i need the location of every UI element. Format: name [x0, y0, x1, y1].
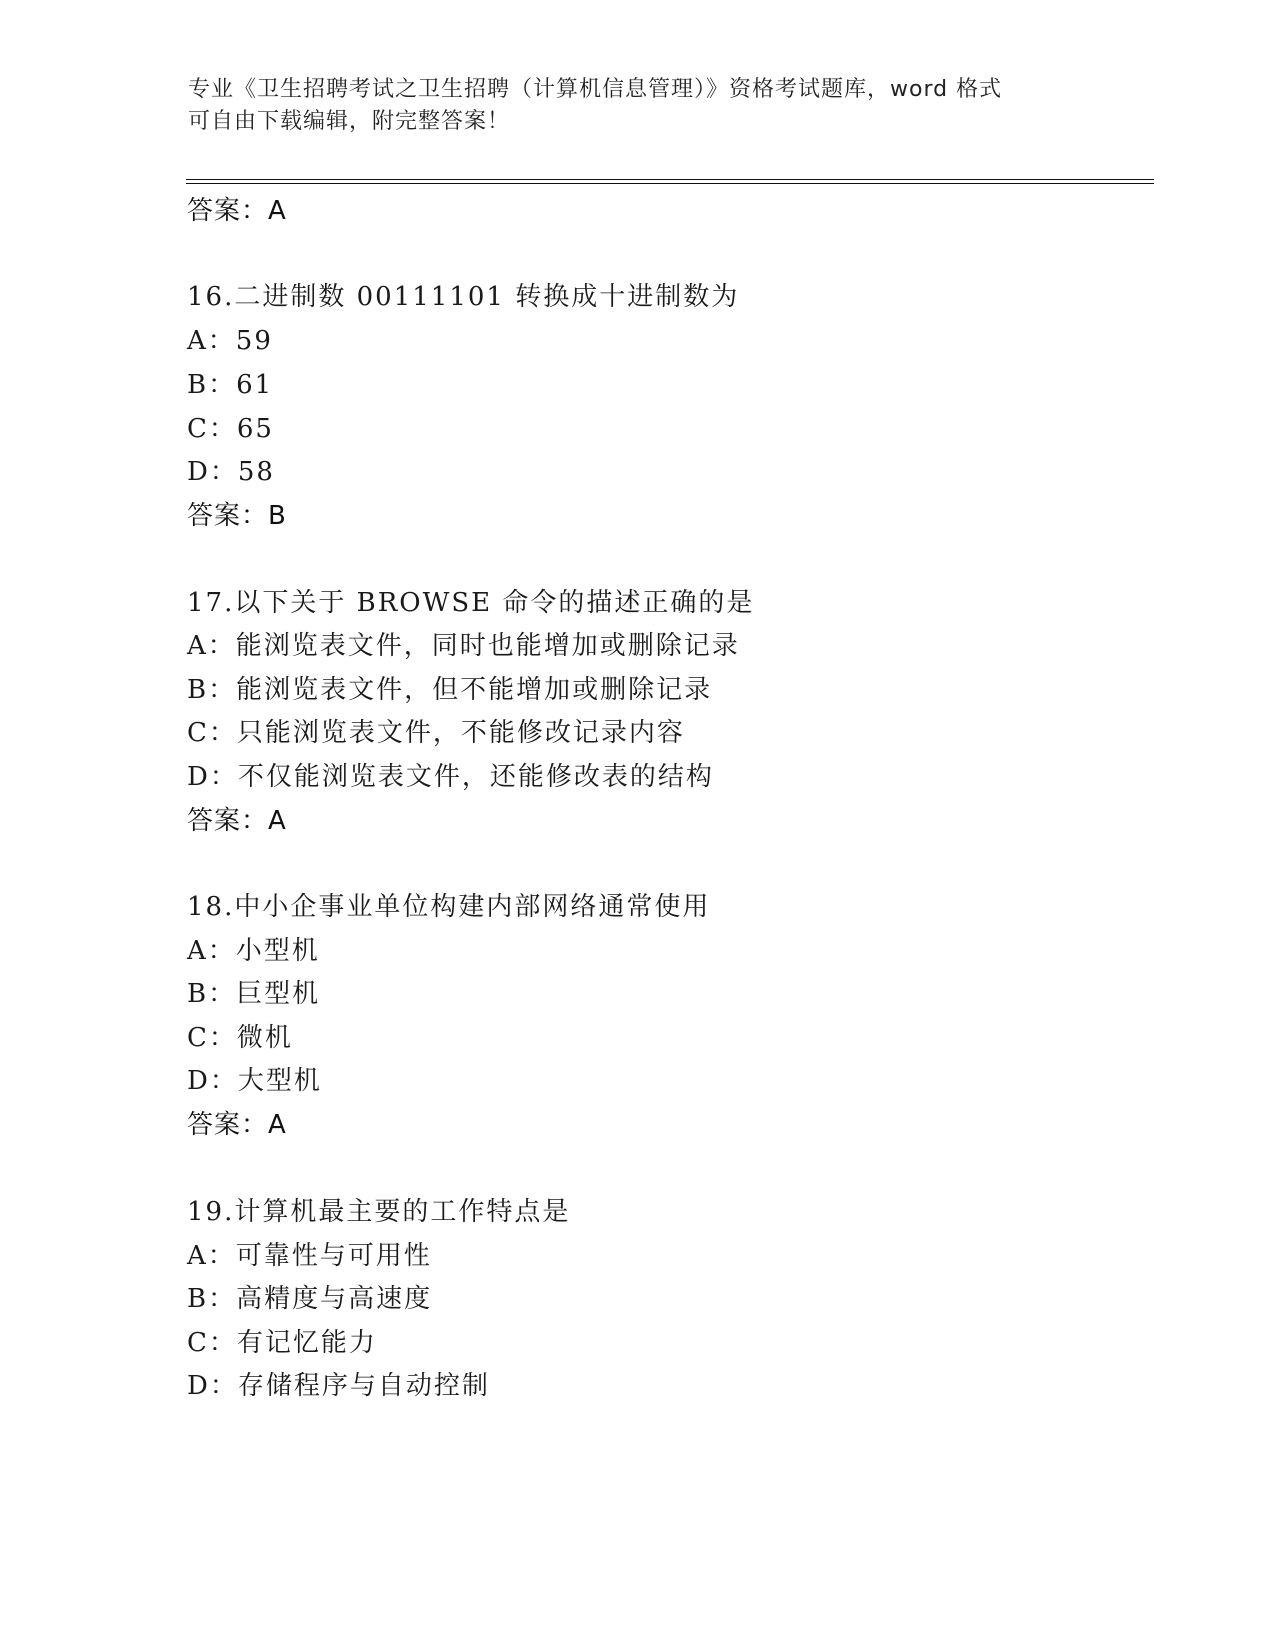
header-divider-bottom — [186, 183, 1154, 184]
question-19-option-d: D：存储程序与自动控制 — [187, 1371, 490, 1401]
header-line-1: 专业《卫生招聘考试之卫生招聘（计算机信息管理）》资格考试题库，word 格式 — [188, 77, 1003, 102]
question-16-option-b: B：61 — [187, 370, 274, 400]
question-16-option-d: D：58 — [187, 457, 275, 487]
question-18-option-a: A：小型机 — [187, 936, 320, 966]
question-18-text: 18.中小企事业单位构建内部网络通常使用 — [187, 892, 711, 922]
question-19-option-c: C：有记忆能力 — [187, 1328, 377, 1358]
question-18-answer: 答案：A — [187, 1110, 287, 1140]
question-17-option-b: B：能浏览表文件，但不能增加或删除记录 — [187, 675, 713, 705]
question-17-answer: 答案：A — [187, 806, 287, 836]
header-divider-top — [186, 179, 1154, 180]
question-16-option-a: A：59 — [187, 326, 273, 356]
question-19-text: 19.计算机最主要的工作特点是 — [187, 1197, 571, 1227]
question-17-option-a: A：能浏览表文件，同时也能增加或删除记录 — [187, 631, 740, 661]
question-17-text: 17.以下关于 BROWSE 命令的描述正确的是 — [187, 588, 755, 618]
question-16-answer: 答案：B — [187, 501, 287, 531]
question-19-option-b: B：高精度与高速度 — [187, 1284, 433, 1314]
document-header — [188, 74, 1088, 138]
question-16-option-c: C：65 — [187, 414, 274, 444]
question-18-option-b: B：巨型机 — [187, 979, 321, 1009]
question-18-option-c: C：微机 — [187, 1023, 293, 1053]
question-18-option-d: D：大型机 — [187, 1066, 322, 1096]
question-17-option-d: D：不仅能浏览表文件，还能修改表的结构 — [187, 762, 714, 792]
answer-label: 答案：A — [187, 196, 287, 226]
question-19-option-a: A：可靠性与可用性 — [187, 1241, 432, 1271]
header-line-2: 可自由下载编辑，附完整答案！ — [188, 109, 511, 134]
question-17-option-c: C：只能浏览表文件，不能修改记录内容 — [187, 718, 685, 748]
question-16-text: 16.二进制数 00111101 转换成十进制数为 — [187, 282, 740, 312]
